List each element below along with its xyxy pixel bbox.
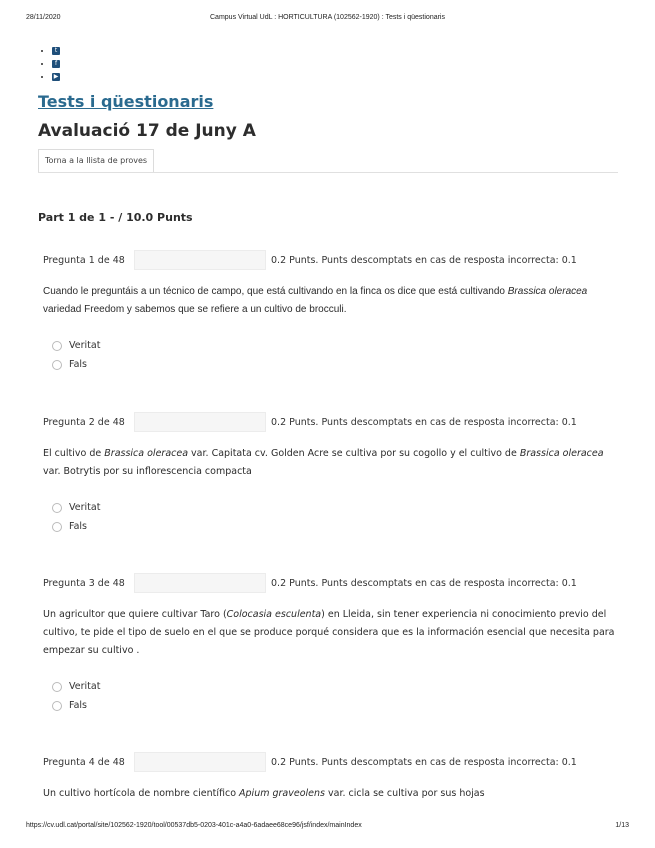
social-item[interactable] <box>52 44 618 57</box>
page-number: 1/13 <box>615 822 629 829</box>
answer-option[interactable] <box>52 677 618 696</box>
question-number: Pregunta 4 de 48 <box>43 757 125 768</box>
social-item[interactable] <box>52 70 618 83</box>
question-points: 0.2 Punts. Punts descomptats en cas de resposta incorrecta: 0.1 <box>271 255 577 266</box>
social-item[interactable] <box>52 57 618 70</box>
back-to-list-button[interactable]: Torna a la llista de proves <box>38 149 154 172</box>
breadcrumb-link[interactable]: Tests i qüestionaris <box>38 92 214 111</box>
question-text-part: var. Capitata cv. Golden Acre se cultiva por su cogollo y el cultivo de <box>188 448 520 459</box>
question-text-italic: Brassica oleracea <box>519 448 604 459</box>
answer-option[interactable] <box>52 336 618 355</box>
answer-label: Fals <box>69 521 88 532</box>
answer-options <box>38 677 618 715</box>
question-text-part: var. cicla se cultiva por sus hojas <box>325 788 485 799</box>
answer-option[interactable] <box>52 498 618 517</box>
answer-label: Veritat <box>69 340 101 351</box>
question-points: 0.2 Punts. Punts descomptats en cas de resposta incorrecta: 0.1 <box>271 578 577 589</box>
question-status-box <box>134 412 266 432</box>
question-points: 0.2 Punts. Punts descomptats en cas de resposta incorrecta: 0.1 <box>271 417 577 428</box>
answer-label: Veritat <box>69 681 101 692</box>
question-text <box>38 606 618 660</box>
page-title: Avaluació 17 de Juny A <box>38 121 256 141</box>
radio-button[interactable] <box>52 341 62 351</box>
answer-options <box>38 336 618 374</box>
print-header <box>26 14 629 26</box>
answer-option[interactable] <box>52 355 618 374</box>
answer-label: Veritat <box>69 502 101 513</box>
main-content <box>38 44 618 803</box>
question-4 <box>38 752 618 803</box>
question-text-part: variedad Freedom y sabemos que se refiere a un cultivo de brocculi. <box>43 304 347 315</box>
question-text-part: Cuando le preguntáis a un técnico de campo, que está cultivando en la finca os dice que está cultivando <box>43 286 508 297</box>
question-text <box>38 445 618 481</box>
question-1 <box>38 250 618 374</box>
question-text-italic: Apium graveolens <box>239 788 325 799</box>
radio-button[interactable] <box>52 360 62 370</box>
answer-option[interactable] <box>52 696 618 715</box>
question-text-italic: Colocasia esculenta <box>226 609 322 620</box>
question-header <box>38 752 618 772</box>
radio-button[interactable] <box>52 701 62 711</box>
answer-label: Fals <box>69 359 88 370</box>
radio-button[interactable] <box>52 682 62 692</box>
question-text-part: ) en Lleida, sin tener experiencia ni conocimiento previo del cultivo, te pide el tipo de suelo en el que se produce porqué considera que es la información esencial que necesita para empezar su cultivo . <box>43 609 615 656</box>
question-header <box>38 573 618 593</box>
question-text <box>38 283 618 319</box>
question-text-italic: Brassica oleracea <box>507 286 588 297</box>
print-date: 28/11/2020 <box>26 14 61 21</box>
tab-bar <box>38 149 618 173</box>
print-footer <box>26 822 629 834</box>
twitter-icon[interactable]: t <box>52 47 60 55</box>
question-status-box <box>134 250 266 270</box>
answer-option[interactable] <box>52 517 618 536</box>
answer-options <box>38 498 618 536</box>
print-url: https://cv.udl.cat/portal/site/102562-1920/tool/00537db5-0203-401c-a4a0-6adaee68ce96/jsf/index/mainIndex <box>26 822 362 829</box>
question-header <box>38 412 618 432</box>
question-number: Pregunta 2 de 48 <box>43 417 125 428</box>
question-text-part: El cultivo de <box>43 448 105 459</box>
question-3 <box>38 573 618 715</box>
youtube-icon[interactable]: ▶ <box>53 72 59 80</box>
question-number: Pregunta 3 de 48 <box>43 578 125 589</box>
radio-button[interactable] <box>52 522 62 532</box>
question-points: 0.2 Punts. Punts descomptats en cas de resposta incorrecta: 0.1 <box>271 757 577 768</box>
question-status-box <box>134 573 266 593</box>
answer-label: Fals <box>69 700 88 711</box>
question-2 <box>38 412 618 536</box>
question-header <box>38 250 618 270</box>
social-links <box>38 44 618 83</box>
question-text-part: Un cultivo hortícola de nombre científico <box>43 788 240 799</box>
question-number: Pregunta 1 de 48 <box>43 255 125 266</box>
radio-button[interactable] <box>52 503 62 513</box>
question-status-box <box>134 752 266 772</box>
question-text <box>38 785 618 803</box>
question-text-italic: Brassica oleracea <box>104 448 189 459</box>
part-title: Part 1 de 1 - / 10.0 Punts <box>38 211 193 224</box>
print-title: Campus Virtual UdL : HORTICULTURA (102562-1920) : Tests i qüestionaris <box>210 14 445 21</box>
question-text-part: var. Botrytis por su inflorescencia compacta <box>43 466 252 477</box>
question-text-part: Un agricultor que quiere cultivar Taro ( <box>43 609 227 620</box>
facebook-icon[interactable]: f <box>52 60 60 68</box>
